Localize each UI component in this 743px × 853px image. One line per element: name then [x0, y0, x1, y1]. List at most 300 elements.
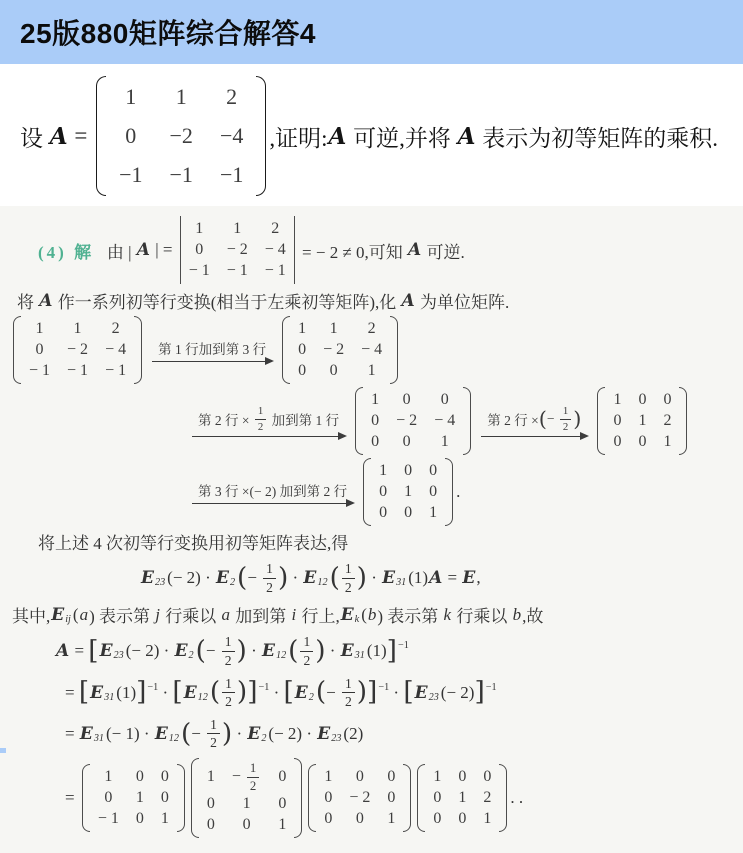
fraction-numerator: 1	[222, 634, 235, 652]
arrow-label	[152, 338, 272, 359]
subscript: ij	[65, 613, 71, 625]
fraction-numerator: 1	[300, 634, 313, 652]
right-bracket: ]	[136, 677, 147, 708]
math-symbol: E	[294, 682, 308, 703]
matrix-cell: 0	[433, 789, 442, 807]
matrix-right-paren	[390, 316, 398, 384]
rowop-line-2	[185, 387, 739, 455]
superscript: −1	[378, 681, 390, 693]
matrix-cell: 1	[175, 84, 187, 109]
matrix-cell: 1	[440, 433, 449, 450]
matrix-cell: 0	[387, 789, 396, 807]
inverse-expansion-line-1	[55, 634, 739, 668]
text: =	[65, 788, 79, 808]
matrix-grid	[21, 316, 134, 384]
arrow-shaft	[192, 503, 353, 504]
matrix-right-paren	[294, 758, 302, 838]
matrix-grid	[316, 764, 403, 832]
text: 其中,	[12, 607, 51, 627]
fraction-numerator: 1	[560, 405, 571, 419]
math-symbol: E	[340, 641, 354, 662]
matrix-left-paren	[191, 758, 199, 838]
determinant-bar	[294, 216, 295, 284]
text: =	[68, 123, 94, 148]
fraction-numerator: 1	[263, 561, 276, 579]
left-bracket: [	[283, 677, 294, 708]
subscript: 23	[428, 691, 439, 703]
right-paren: )	[236, 677, 248, 708]
matrix-cell: 2	[367, 320, 376, 337]
left-paren: (	[538, 406, 547, 431]
matrix	[355, 387, 471, 455]
text: =	[65, 682, 79, 702]
fraction-numerator: 1	[342, 561, 355, 579]
matrix-cell: 1	[387, 810, 396, 828]
matrix-cell: 0	[433, 810, 442, 828]
subscript: 31	[93, 732, 104, 744]
matrix-cell: 0	[404, 504, 413, 521]
matrix-cell: 1	[324, 768, 333, 786]
fraction-numerator: 1	[222, 676, 235, 694]
arrow-label	[481, 405, 587, 434]
matrix-cell: 0	[355, 810, 364, 828]
fraction	[222, 634, 235, 668]
matrix-cell: −1	[219, 162, 244, 187]
subscript: 23	[331, 732, 342, 744]
inverse-expansion-line-3	[65, 717, 739, 751]
text: =	[65, 723, 79, 743]
rowop-line-1	[10, 316, 739, 384]
math-symbol: E	[414, 682, 428, 703]
matrix-cell: − 1	[264, 262, 286, 279]
text: −	[247, 568, 262, 588]
matrix-cell: 0	[387, 768, 396, 786]
elementary-intro-line	[38, 529, 739, 554]
text: ) 表示第	[89, 607, 155, 627]
math-variable: i	[291, 604, 297, 624]
text: 加到第	[230, 607, 291, 627]
matrix-right-paren	[679, 387, 687, 455]
arrow-label	[192, 405, 345, 434]
matrix-cell: 1	[483, 810, 492, 828]
matrix-cell: 0	[242, 816, 251, 834]
matrix-right-paren	[403, 764, 411, 832]
arrow-shaft	[481, 436, 587, 437]
inverse-expansion-line-2	[65, 676, 739, 710]
text: ,故	[522, 607, 544, 627]
left-bracket: [	[172, 677, 183, 708]
matrix-cell: 0	[298, 341, 307, 358]
matrix-cell: 0	[206, 795, 215, 813]
text: ,证明:	[269, 125, 328, 151]
matrix-cell: 1	[125, 84, 137, 109]
matrix-cell: − 4	[105, 341, 127, 358]
notation-note-line	[12, 602, 739, 627]
fraction	[207, 717, 220, 751]
matrix-cell: 0	[135, 810, 144, 828]
matrix-cell: − 1	[29, 362, 51, 379]
fraction-denominator: 2	[344, 579, 352, 595]
text: . .	[510, 788, 524, 808]
math-symbol: A	[56, 641, 70, 662]
matrix-cell: 0	[329, 362, 338, 379]
matrix-cell: 1	[458, 789, 467, 807]
text: (1)	[408, 568, 429, 588]
math-symbol: A	[401, 290, 415, 311]
arrow-label	[192, 480, 353, 501]
matrix-left-paren	[308, 764, 316, 832]
right-paren: )	[221, 718, 233, 749]
matrix-cell: 2	[111, 320, 120, 337]
matrix-cell: − 1	[226, 262, 248, 279]
subscript: 12	[317, 577, 328, 589]
math-symbol: A	[136, 240, 150, 260]
text: 将上述 4 次初等行变换用初等矩阵表达,得	[38, 534, 349, 553]
matrix-right-paren	[499, 764, 507, 832]
math-variable: k	[443, 604, 452, 624]
math-symbol: A	[328, 122, 347, 150]
matrix-cell: − 2	[349, 789, 371, 807]
math-symbol: E	[183, 682, 197, 703]
fraction-denominator: 2	[344, 694, 352, 710]
matrix-cell: 0	[638, 433, 647, 450]
text: 将	[17, 293, 39, 312]
bottom-left-blue-artifact	[0, 748, 6, 753]
matrix-cell: 1	[242, 795, 251, 813]
math-symbol: E	[382, 568, 396, 589]
math-symbol: E	[317, 723, 331, 744]
matrix-cell: 0	[402, 391, 411, 408]
matrix-cell: 0	[404, 462, 413, 479]
matrix-cell: −2	[169, 123, 193, 148]
right-paren: )	[236, 636, 247, 667]
text: −	[205, 641, 220, 661]
left-bracket: [	[403, 677, 414, 708]
subscript: 31	[104, 691, 115, 703]
left-bracket: [	[88, 636, 99, 667]
text: ·	[288, 568, 303, 588]
matrix	[82, 764, 185, 832]
matrix-cell: 0	[160, 789, 169, 807]
matrix-cell: 0	[613, 433, 622, 450]
problem-statement	[0, 64, 743, 206]
text: 第 3 行 ×(− 2) 加到第 2 行	[198, 484, 348, 499]
matrix	[308, 764, 411, 832]
matrix-cell: 0	[613, 412, 622, 429]
text: 加到第 1 行	[268, 413, 340, 428]
math-symbol: A	[49, 122, 68, 150]
matrix-grid	[363, 387, 463, 455]
right-paren: )	[356, 562, 367, 593]
matrix-cell: 0	[35, 341, 44, 358]
matrix-cell: 1	[135, 789, 144, 807]
left-paren: (	[209, 677, 221, 708]
math-symbol: E	[462, 568, 476, 589]
row-operation-arrow	[192, 405, 345, 437]
matrix	[191, 758, 302, 838]
matrix-cell: 0	[195, 241, 204, 258]
matrix-cell: − 4	[264, 241, 286, 258]
superscript: −1	[397, 640, 409, 652]
fraction-denominator: 2	[225, 694, 232, 710]
left-paren: (	[237, 562, 248, 593]
row-operation-arrow	[481, 405, 587, 437]
arrow-shaft	[192, 436, 345, 437]
matrix-left-paren	[597, 387, 605, 455]
text: (1)	[366, 641, 387, 661]
subscript: 2	[229, 577, 236, 589]
text: 行上,	[297, 607, 340, 627]
row-operation-arrow	[152, 338, 272, 362]
matrix-cell: 1	[638, 412, 647, 429]
text: (− 2) ·	[268, 723, 317, 743]
matrix-cell: − 1	[188, 262, 210, 279]
fraction	[222, 676, 235, 710]
right-paren: )	[277, 562, 289, 593]
matrix-cell: − 2	[323, 341, 345, 358]
math-variable: a	[79, 604, 89, 624]
subscript: 2	[261, 732, 267, 744]
right-bracket: ]	[247, 677, 258, 708]
row-operation-arrow	[192, 480, 353, 504]
fraction	[263, 561, 276, 595]
matrix-grid	[425, 764, 499, 832]
text: 设	[20, 125, 49, 151]
fraction	[255, 405, 266, 433]
matrix-cell: 0	[638, 391, 647, 408]
text: | =	[150, 240, 177, 259]
matrix-cell: −1	[119, 162, 143, 187]
text: 作一系列初等行变换(相当于左乘初等矩阵),化	[53, 293, 401, 312]
text: .	[456, 482, 461, 501]
right-bracket: ]	[367, 677, 378, 708]
text: ,	[476, 568, 481, 588]
subscript: 2	[308, 691, 314, 703]
matrix-cell: 0	[379, 504, 388, 521]
superscript: −1	[147, 681, 159, 693]
text: 第 2 行 ×	[198, 413, 253, 428]
matrix	[13, 316, 142, 384]
subscript: 23	[154, 577, 166, 589]
subscript: 12	[168, 732, 179, 744]
transform-intro-line	[17, 288, 739, 313]
text: ·	[232, 723, 247, 743]
text: =	[443, 568, 462, 588]
left-paren: (	[195, 636, 206, 667]
matrix-cell: − 2	[67, 341, 89, 358]
text: ·	[269, 682, 284, 702]
left-paren: (	[315, 677, 327, 708]
text: −	[231, 768, 245, 786]
matrix-cell: 0	[458, 810, 467, 828]
matrix-grid	[90, 764, 177, 832]
math-variable: j	[155, 604, 160, 624]
matrix-cell: 0	[402, 433, 411, 450]
subscript: 2	[188, 650, 194, 662]
elementary-product-equation	[140, 561, 739, 595]
matrix-cell: 1	[663, 433, 672, 450]
matrix-cell: − 4	[361, 341, 383, 358]
matrix-left-paren	[282, 316, 290, 384]
matrix-cell: 2	[271, 220, 280, 237]
det-line	[38, 216, 739, 284]
subscript: 31	[396, 577, 407, 589]
left-paren: (	[180, 718, 192, 749]
text: −	[326, 682, 340, 702]
superscript: −1	[258, 681, 270, 693]
matrix-left-paren	[82, 764, 90, 832]
fraction-denominator: 2	[210, 735, 217, 751]
text: (− 2)	[440, 682, 475, 702]
matrix-left-paren	[96, 76, 106, 196]
math-symbol: A	[429, 568, 443, 589]
fraction	[300, 634, 313, 668]
math-symbol: E	[340, 604, 354, 625]
matrix-cell: 1	[379, 462, 388, 479]
text: 可逆,并将	[347, 125, 457, 151]
title-bar	[0, 0, 743, 64]
text: 可逆.	[422, 242, 465, 262]
text: ·	[366, 568, 382, 588]
text: 由 |	[94, 242, 136, 262]
matrix	[363, 458, 453, 526]
matrix-cell: 0	[104, 789, 113, 807]
matrix-cell: 0	[440, 391, 449, 408]
matrix-cell: 0	[663, 391, 672, 408]
math-symbol: A	[39, 290, 53, 311]
matrix-right-paren	[177, 764, 185, 832]
text: 第 1 行加到第 3 行	[158, 342, 267, 357]
text: (− 2) ·	[167, 568, 215, 588]
solution-step-label: (4) 解	[38, 242, 95, 262]
matrix	[597, 387, 687, 455]
page-title: 25版880矩阵综合解答4	[20, 18, 316, 49]
text: ·	[158, 682, 173, 702]
text: (1)	[116, 682, 137, 702]
text: (	[361, 604, 367, 624]
text: ) 表示第	[377, 607, 443, 627]
matrix-cell: 0	[206, 816, 215, 834]
matrix-cell: 1	[35, 320, 44, 337]
problem-line	[20, 76, 735, 196]
text: 第 2 行 ×	[487, 413, 539, 428]
matrix-cell: 2	[663, 412, 672, 429]
matrix-cell: 0	[458, 768, 467, 786]
math-symbol: E	[154, 723, 168, 744]
matrix-grid	[199, 758, 294, 838]
text: 表示为初等矩阵的乘积.	[476, 125, 718, 151]
fraction	[560, 405, 571, 433]
matrix-cell: − 4	[434, 412, 456, 429]
solution-scan	[0, 206, 743, 853]
matrix-cell: 1	[195, 220, 204, 237]
matrix-cell: 0	[429, 462, 438, 479]
text: ·	[325, 641, 340, 661]
matrix	[96, 76, 266, 196]
math-symbol: E	[174, 641, 188, 662]
subscript: 12	[275, 650, 287, 662]
matrix-right-paren	[445, 458, 453, 526]
matrix-cell: 1	[404, 483, 413, 500]
subscript: k	[354, 613, 360, 625]
matrix-left-paren	[417, 764, 425, 832]
math-symbol: E	[51, 604, 65, 625]
matrix-cell: 2	[483, 789, 492, 807]
math-variable: a	[221, 604, 230, 624]
subscript: 23	[113, 650, 124, 662]
math-symbol: E	[215, 568, 229, 589]
text: 行乘以	[452, 607, 512, 627]
text: ·	[389, 682, 404, 702]
math-symbol: E	[247, 723, 261, 744]
matrix-left-paren	[13, 316, 21, 384]
math-variable: b	[367, 604, 377, 624]
text: (− 2) ·	[125, 641, 174, 661]
left-bracket: [	[78, 677, 90, 708]
text: (	[72, 604, 79, 624]
right-bracket: ]	[474, 677, 485, 708]
math-symbol: A	[457, 122, 476, 150]
matrix-cell: 0	[125, 123, 137, 148]
matrix-cell: − 2	[396, 412, 418, 429]
fraction	[342, 676, 355, 710]
matrix-cell: 0	[298, 362, 307, 379]
matrix-cell: 1	[367, 362, 376, 379]
matrix-right-paren	[134, 316, 142, 384]
right-paren: )	[573, 406, 582, 431]
matrix	[417, 764, 507, 832]
arrow-shaft	[152, 361, 272, 362]
fraction-denominator: 2	[257, 420, 264, 433]
matrix-cell: 1	[278, 816, 287, 834]
matrix-right-paren	[463, 387, 471, 455]
matrix-cell: 0	[135, 768, 144, 786]
matrix-cell: 0	[371, 433, 380, 450]
matrix-right-paren	[256, 76, 266, 196]
matrix-grid	[106, 76, 256, 196]
rowop-line-3	[185, 458, 739, 526]
matrix-cell: 0	[160, 768, 169, 786]
matrix-cell: 1	[433, 768, 442, 786]
text: = − 2 ≠ 0,可知	[297, 242, 408, 262]
math-symbol: E	[79, 723, 93, 744]
matrix-cell: 1	[160, 810, 169, 828]
text: 行乘以	[160, 607, 221, 627]
right-paren: )	[315, 636, 326, 667]
matrix-cell	[232, 761, 261, 793]
matrix-cell: 0	[324, 810, 333, 828]
matrix-grid	[181, 216, 294, 284]
matrix-left-paren	[355, 387, 363, 455]
superscript: −1	[485, 681, 497, 693]
matrix-cell: −4	[219, 123, 244, 148]
left-paren: (	[288, 636, 299, 667]
matrix-cell: 1	[233, 220, 242, 237]
right-paren: )	[356, 677, 368, 708]
text: =	[70, 641, 89, 661]
matrix-cell: 0	[483, 768, 492, 786]
math-symbol: E	[141, 568, 154, 589]
matrix-grid	[605, 387, 679, 455]
fraction	[247, 761, 259, 793]
fraction	[342, 561, 355, 595]
fraction-denominator: 2	[266, 579, 273, 595]
text: −	[546, 411, 558, 426]
matrix-cell: 2	[226, 84, 238, 109]
math-variable: b	[512, 604, 522, 624]
subscript: 12	[197, 691, 208, 703]
matrix-cell: 0	[429, 483, 438, 500]
